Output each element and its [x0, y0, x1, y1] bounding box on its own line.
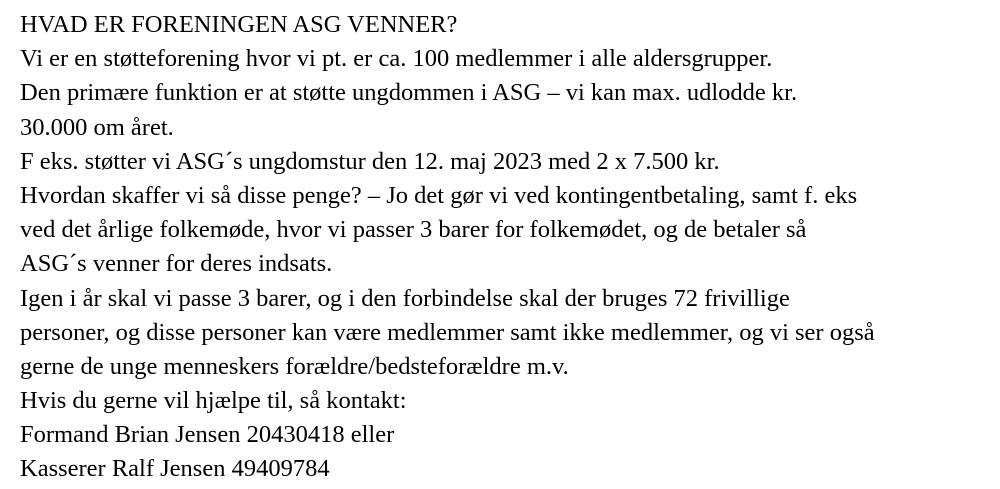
document-heading: HVAD ER FORENINGEN ASG VENNER? — [20, 11, 458, 38]
text-line-annual-amount: 30.000 om året. — [20, 113, 174, 141]
text-line-funding-question: Hvordan skaffer vi så disse penge? – Jo det gør vi ved kontingentbetaling, samt f. eks — [20, 181, 858, 209]
text-line-membership: Vi er en støtteforening hvor vi pt. er ca. 100 medlemmer i alle aldersgrupper. — [20, 45, 773, 73]
contact-chairman: Formand Brian Jensen 20430418 eller — [20, 421, 395, 449]
text-line-primary-function: Den primære funktion er at støtte ungdommen i ASG – vi kan max. udlodde kr. — [20, 79, 798, 107]
text-line-members: personer, og disse personer kan være medlemmer samt ikke medlemmer, og vi ser også — [20, 318, 875, 346]
text-line-parents: gerne de unge menneskers forældre/bedsteforældre m.v. — [20, 352, 569, 380]
contact-treasurer: Kasserer Ralf Jensen 49409784 — [20, 455, 330, 483]
document-body — [20, 8, 995, 487]
text-line-contact-intro: Hvis du gerne vil hjælpe til, så kontakt: — [20, 387, 407, 415]
text-line-youth-trip: F eks. støtter vi ASG´s ungdomstur den 12. maj 2023 med 2 x 7.500 kr. — [20, 147, 720, 175]
text-line-payment: ASG´s venner for deres indsats. — [20, 250, 333, 278]
text-line-folkemode: ved det årlige folkemøde, hvor vi passer 3 barer for folkemødet, og de betaler så — [20, 216, 807, 244]
text-line-volunteers: Igen i år skal vi passe 3 barer, og i den forbindelse skal der bruges 72 frivillige — [20, 284, 790, 312]
